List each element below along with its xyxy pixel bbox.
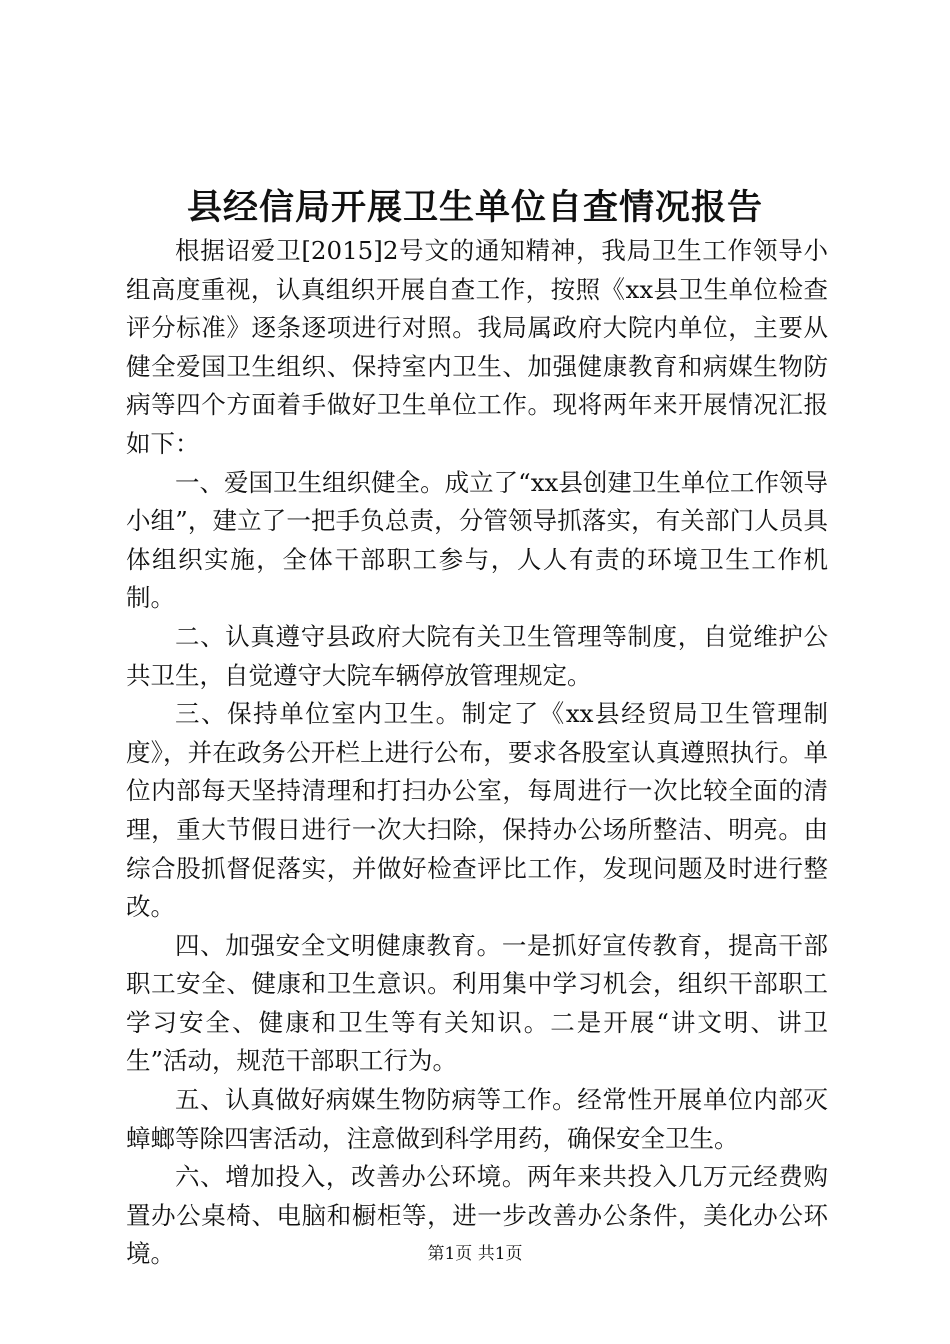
paragraph-section-2: 二、认真遵守县政府大院有关卫生管理等制度，自觉维护公共卫生，自觉遵守大院车辆停放管理规定。 [126, 621, 828, 690]
paragraph-section-1: 一、爱国卫生组织健全。成立了“xx县创建卫生单位工作领导小组”，建立了一把手负总责，分管领导抓落实，有关部门人员具体组织实施，全体干部职工参与，人人有责的环境卫生工作机制。 [126, 467, 828, 613]
paragraph-section-4: 四、加强安全文明健康教育。一是抓好宣传教育，提高干部职工安全、健康和卫生意识。利用集中学习机会，组织干部职工学习安全、健康和卫生等有关知识。二是开展“讲文明、讲卫生”活动，规范干部职工行为。 [126, 930, 828, 1076]
page-footer: 第1页 共1页 [427, 1244, 523, 1264]
paragraph-section-5: 五、认真做好病媒生物防病等工作。经常性开展单位内部灭蟑螂等除四害活动，注意做到科学用药，确保安全卫生。 [126, 1085, 828, 1153]
paragraph-section-3: 三、保持单位室内卫生。制定了《xx县经贸局卫生管理制度》，并在政务公开栏上进行公布，要求各股室认真遵照执行。单位内部每天坚持清理和打扫办公室，每周进行一次比较全面的清理，重大节假日进行一次大扫除，保持办公场所整洁、明亮。由综合股抓督促落实，并做好检查评比工作，发现问题及时进行整改。 [126, 699, 828, 922]
paragraph-section-6: 六、增加投入，改善办公环境。两年来共投入几万元经费购置办公桌椅、电脑和橱柜等，进一步改善办公条件，美化办公环境。 [126, 1162, 828, 1269]
document-body [126, 232, 828, 1274]
paragraph-intro: 根据诏爱卫[2015]2号文的通知精神，我局卫生工作领导小组高度重视，认真组织开展自查工作，按照《xx县卫生单位检查评分标准》逐条逐项进行对照。我局属政府大院内单位，主要从健全爱国卫生组织、保持室内卫生、加强健康教育和病媒生物防病等四个方面着手做好卫生单位工作。现将两年来开展情况汇报如下： [126, 236, 828, 458]
document-title: 县经信局开展卫生单位自查情况报告 [186, 187, 763, 228]
